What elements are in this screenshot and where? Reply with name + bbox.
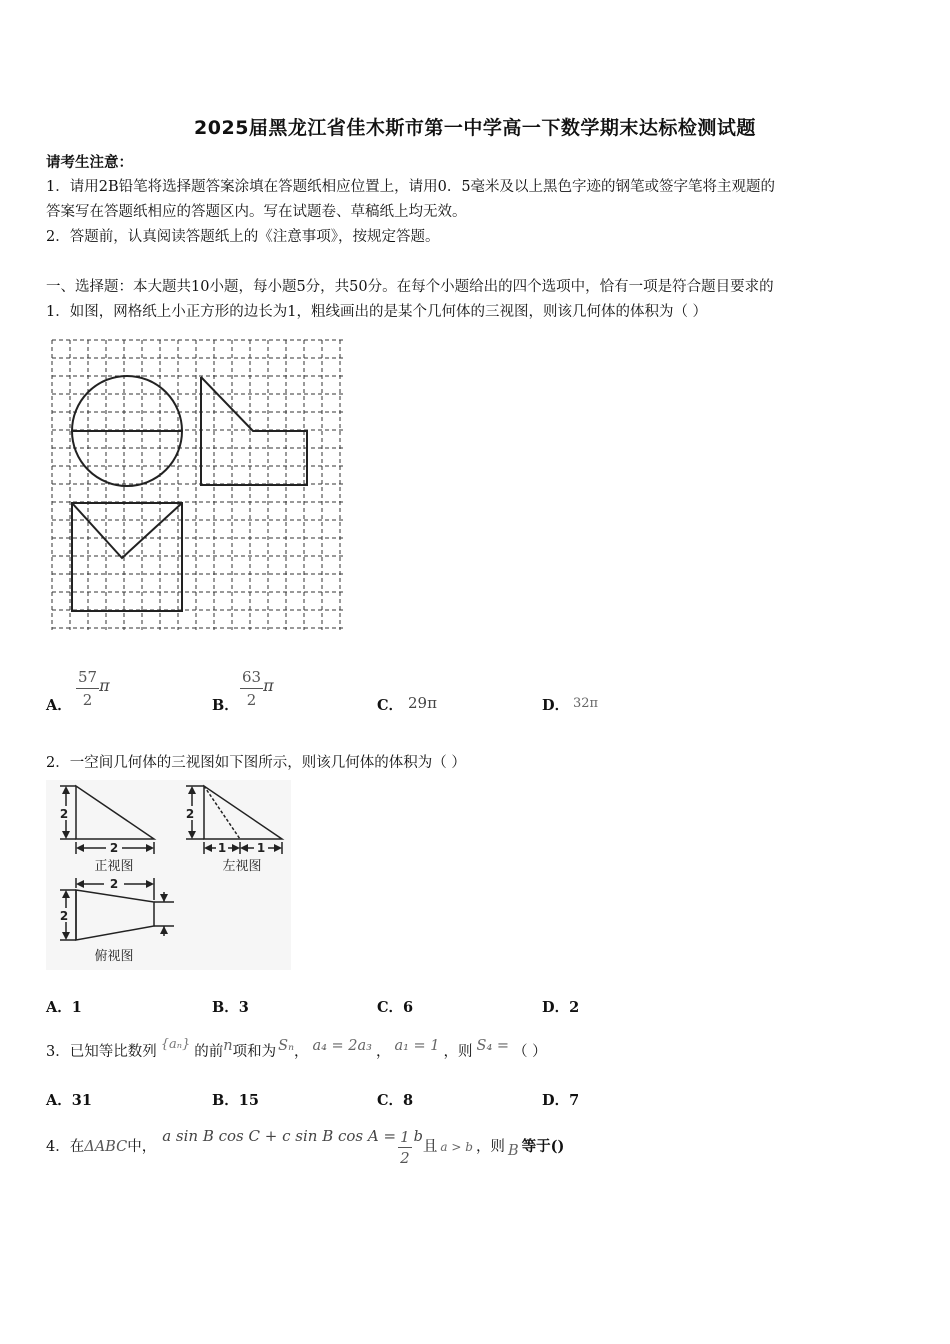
q1-three-view-figure [48, 336, 350, 634]
q2-side-width-left-label: 1 [217, 841, 227, 855]
q1-b-denominator: 2 [246, 691, 257, 709]
q3-option-c-value: 8 [403, 1092, 414, 1109]
q3-option-d-value: 7 [569, 1092, 580, 1109]
q1-side-view [201, 377, 307, 485]
q3-option-c-label: C． [377, 1092, 404, 1109]
q3-option-c[interactable] [377, 1089, 413, 1110]
q4-half-denominator: 2 [400, 1148, 410, 1167]
q3-condition-1: a₄ = 2a₃ [312, 1038, 372, 1054]
q3-sequence: {aₙ} [160, 1037, 191, 1052]
q2-option-b[interactable] [212, 996, 249, 1017]
q3-option-d-label: D． [542, 1092, 570, 1109]
q2-top-height-label: 2 [59, 909, 69, 923]
q3-option-a[interactable] [46, 1089, 92, 1110]
q1-option-a-label[interactable]: A． [46, 697, 72, 714]
q2-three-view-figure [46, 780, 291, 970]
q4-stem [46, 1124, 564, 1169]
q4-triangle: ΔABC [84, 1139, 128, 1155]
q1-option-b-label[interactable]: B． [212, 697, 239, 714]
q2-option-a[interactable] [46, 996, 82, 1017]
notice-line-2: 2．答题前，认真阅读答题纸上的《注意事项》，按规定答题。 [46, 229, 440, 245]
q4-expression: a sin B cos C + c sin B cos A = [162, 1127, 397, 1145]
q1-stem: 1．如图，网格纸上小正方形的边长为1，粗线画出的是某个几何体的三视图，则该几何体的体积为（ ） [46, 304, 708, 320]
q3-mid2: 项和为 [232, 1044, 277, 1060]
q4-condition: a > b [440, 1140, 473, 1154]
q4-tail: 等于() [521, 1138, 565, 1155]
q3-stem [46, 1037, 547, 1063]
q1-option-a-value [76, 666, 110, 711]
q3-s4: S₄ = [476, 1038, 510, 1054]
q2-option-c-label: C． [377, 999, 404, 1016]
q1-option-b-value [240, 666, 274, 711]
q2-option-d-label: D． [542, 999, 570, 1016]
q2-option-d-value: 2 [569, 999, 580, 1016]
q2-front-width-label: 2 [109, 841, 119, 855]
q3-comma-2: ， [375, 1044, 391, 1060]
q1-a-pi: π [99, 676, 110, 695]
q1-option-d-label[interactable]: D． [542, 697, 570, 714]
q3-comma: ， [293, 1044, 309, 1060]
q3-tail: （ ） [513, 1044, 547, 1060]
q1-b-numerator: 63 [240, 666, 263, 689]
q4-mid: 中， [127, 1139, 157, 1155]
q3-condition-2: a₁ = 1 [394, 1038, 440, 1054]
q2-option-d[interactable] [542, 996, 579, 1017]
notice-line-1a: 1．请用2B铅笔将选择题答案涂填在答题纸相应位置上，请用0．5毫米及以上黑色字迹的钢笔或签字笔将主观题的 [46, 179, 776, 195]
q2-side-height-label: 2 [185, 807, 195, 821]
q3-mid1: 的前 [194, 1044, 224, 1060]
q3-option-a-value: 31 [71, 1092, 92, 1109]
q2-side-view-label: 左视图 [222, 859, 262, 874]
q4-angle-b: B [507, 1143, 519, 1159]
q2-stem: 2．一空间几何体的三视图如下图所示，则该几何体的体积为（ ） [46, 755, 466, 771]
q2-front-height-label: 2 [59, 807, 69, 821]
q3-option-a-label: A． [46, 1092, 72, 1109]
q3-n: n [223, 1038, 233, 1054]
notice-heading: 请考生注意： [46, 154, 133, 171]
q1-front-view [72, 376, 182, 486]
q1-option-c-value: 29π [408, 694, 437, 712]
q2-option-a-label: A． [46, 999, 72, 1016]
q3-option-b[interactable] [212, 1089, 259, 1110]
notice-line-1b: 答案写在答题纸相应的答题区内。写在试题卷、草稿纸上均无效。 [46, 204, 467, 220]
q4-prefix: 4．在 [46, 1139, 85, 1155]
q3-prefix: 3．已知等比数列 [46, 1044, 157, 1060]
q3-option-d[interactable] [542, 1089, 579, 1110]
q2-option-b-label: B． [212, 999, 239, 1016]
q1-option-c-label[interactable]: C． [377, 697, 404, 714]
q3-sn: Sₙ [278, 1038, 294, 1054]
q3-option-b-label: B． [212, 1092, 239, 1109]
q2-option-c-value: 6 [403, 999, 414, 1016]
q2-option-c[interactable] [377, 996, 413, 1017]
page-title: 2025届黑龙江省佳木斯市第一中学高一下数学期末达标检测试题 [194, 117, 756, 139]
q2-top-view-label: 俯视图 [94, 949, 134, 964]
q1-b-pi: π [263, 676, 274, 695]
q3-then: ，则 [443, 1044, 473, 1060]
q4-then: ，则 [475, 1139, 505, 1155]
q2-top-width-label: 2 [109, 877, 119, 891]
q4-and: 且 [422, 1139, 438, 1155]
q2-option-b-value: 3 [238, 999, 249, 1016]
q3-option-b-value: 15 [238, 1092, 259, 1109]
q2-front-view-label: 正视图 [94, 859, 134, 874]
q2-option-a-value: 1 [71, 999, 82, 1016]
q1-a-numerator: 57 [76, 666, 99, 689]
q4-b: b [413, 1129, 423, 1145]
q1-a-denominator: 2 [82, 691, 93, 709]
q4-half-numerator: 1 [400, 1127, 410, 1146]
q2-side-width-right-label: 1 [256, 841, 266, 855]
section-heading: 一、选择题：本大题共10小题，每小题5分，共50分。在每个小题给出的四个选项中，恰有一项是符合题目要求的 [46, 279, 774, 295]
q1-option-d-value: 32π [573, 696, 599, 711]
